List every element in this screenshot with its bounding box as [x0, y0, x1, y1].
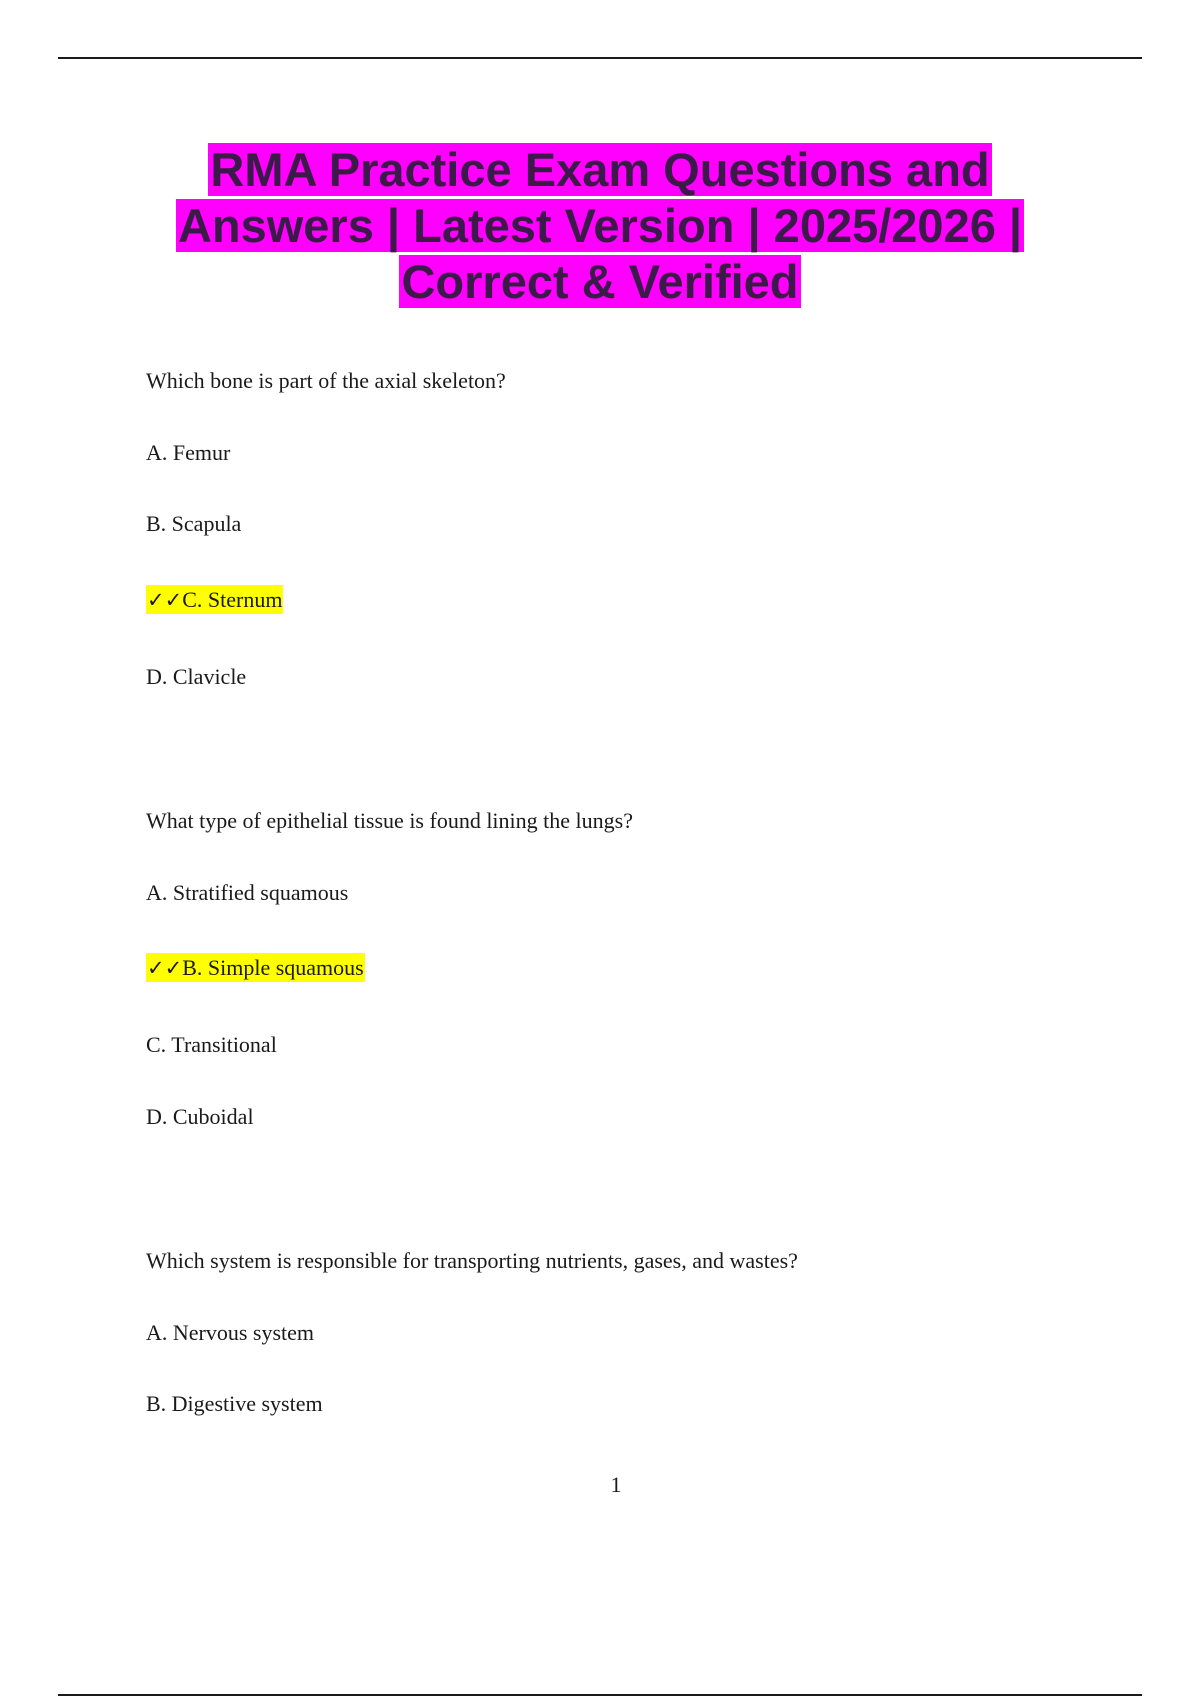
double-check-icon: ✓✓ — [147, 956, 183, 980]
title-line-2: Answers | Latest Version | 2025/2026 | — [177, 199, 1023, 252]
question-2-option-b-label: B. Simple squamous — [182, 955, 364, 980]
bottom-rule — [58, 1694, 1142, 1696]
question-3-text: Which system is responsible for transporting nutrients, gases, and wastes? — [146, 1248, 798, 1273]
top-rule — [58, 57, 1142, 59]
question-1-option-c — [146, 587, 283, 613]
question-1-option-a: A. Femur — [146, 440, 231, 465]
title-line-1: RMA Practice Exam Questions and — [210, 143, 990, 196]
title-line-3: Correct & Verified — [401, 255, 799, 308]
question-3-option-a: A. Nervous system — [146, 1320, 315, 1345]
document-title — [100, 142, 1100, 310]
question-2-option-d: D. Cuboidal — [146, 1104, 254, 1129]
question-2-option-b — [146, 955, 365, 981]
question-2-option-c: C. Transitional — [146, 1032, 277, 1057]
double-check-icon: ✓✓ — [147, 588, 183, 612]
page-number: 1 — [610, 1472, 622, 1497]
question-1-text: Which bone is part of the axial skeleton? — [146, 368, 506, 393]
question-1-option-c-label: C. Sternum — [182, 587, 283, 612]
question-1-option-b: B. Scapula — [146, 511, 242, 536]
question-2-option-a: A. Stratified squamous — [146, 880, 349, 905]
question-2-text: What type of epithelial tissue is found lining the lungs? — [146, 808, 633, 833]
correct-answer-highlight — [146, 953, 365, 982]
question-1-option-d: D. Clavicle — [146, 664, 247, 689]
correct-answer-highlight — [146, 585, 283, 614]
question-3-option-b: B. Digestive system — [146, 1391, 323, 1416]
